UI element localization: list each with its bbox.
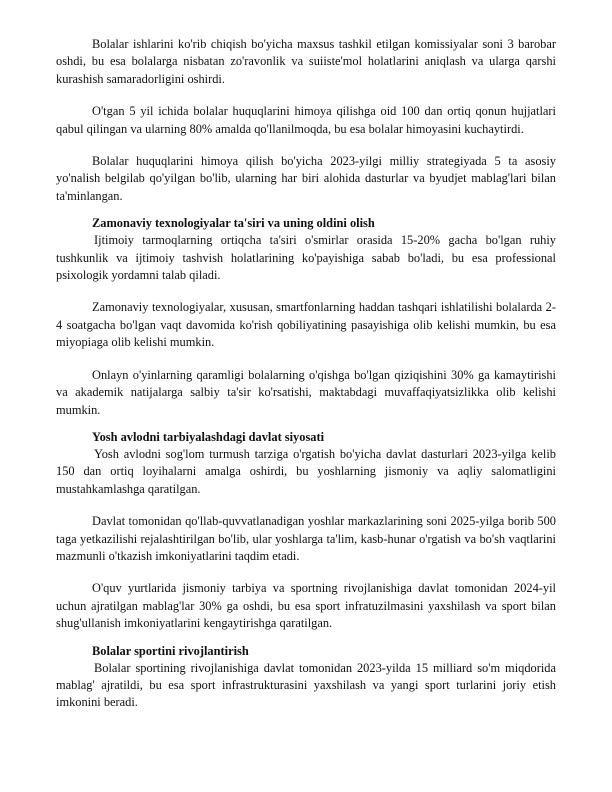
paragraph: Onlayn o'yinlarning qaramligi bolalarning o'qishga bo'lgan qiziqishini 30% ga kamaytirishi va akademik natijalarga salbiy ta'sir ko'rsatishi, maktabdagi muvaffaqiyatsizlikka olib kelishi mumkin.	[56, 367, 556, 417]
paragraph: O'tgan 5 yil ichida bolalar huquqlarini himoya qilishga oid 100 dan ortiq qonun hujjatlari qabul qilingan va ularning 80% amalda qo'llanilmoqda, bu esa bolalar himoyasini kuchaytirdi.	[56, 104, 556, 136]
paragraph: O'quv yurtlarida jismoniy tarbiya va sportning rivojlanishiga davlat tomonidan 2024-yil uchun ajratilgan mablag'lar 30% ga oshdi, bu esa sport infratuzilmasini yaxshilash va sport bilan shug'ullanish imkoniyatlarini kengaytirishga qaratilgan.	[56, 581, 556, 631]
paragraph: Ijtimoiy tarmoqlarning ortiqcha ta'siri o'smirlar orasida 15-20% gacha bo'lgan ruhiy tushkunlik va ijtimoiy tashvish holatlarining ko'payishiga sabab bo'ladi, bu esa professional psixologik yordamni talab qiladi.	[56, 233, 556, 283]
paragraph: Davlat tomonidan qo'llab-quvvatlanadigan yoshlar markazlarining soni 2025-yilga borib 500 taga yetkazilishi rejalashtirilgan bo'lib, ular yoshlarga ta'lim, kasb-hunar o'rgatish va bo'sh vaqtlarini mazmunli o'tkazish imkoniyatlarini taqdim etadi.	[56, 514, 556, 563]
section-heading: Zamonaviy texnologiyalar ta'siri va uning oldini olish	[92, 216, 375, 231]
paragraph: Yosh avlodni sog'lom turmush tarziga o'rgatish bo'yicha davlat dasturlari 2023-yilga kelib 150 dan ortiq loyihalarni amalga oshirdi, bu yoshlarning jismoniy va aqliy salomatligini mustahkamlashga qaratilgan.	[56, 446, 556, 496]
paragraph: Bolalar ishlarini ko'rib chiqish bo'yicha maxsus tashkil etilgan komissiyalar soni 3 barobar oshdi, bu esa bolalarga nisbatan zo'ravonlik va suiiste'mol holatlarini aniqlash va ularga qarshi kurashish samaradorligini oshirdi.	[56, 37, 556, 86]
paragraph: Bolalar sportining rivojlanishiga davlat tomonidan 2023-yilda 15 milliard so'm miqdorida mablag' ajratildi, bu esa sport infrastrukturasini yaxshilash va yangi sport turlarini joriy etish imkonini beradi.	[56, 660, 556, 710]
document-body	[56, 36, 556, 712]
section-heading: Yosh avlodni tarbiyalashdagi davlat siyosati	[92, 429, 325, 444]
section-heading: Bolalar sportini rivojlantirish	[92, 643, 249, 658]
paragraph: Bolalar huquqlarini himoya qilish bo'yicha 2023-yilgi milliy strategiyada 5 ta asosiy yo'nalish belgilab qo'yilgan bo'lib, ularning har biri alohida dasturlar va byudjet mablag'lari bilan ta'minlangan.	[56, 154, 556, 203]
paragraph: Zamonaviy texnologiyalar, xususan, smartfonlarning haddan tashqari ishlatilishi bolalarda 2-4 soatgacha bo'lgan vaqt davomida ko'rish qobiliyatining pasayishiga olib kelishi mumkin, bu esa miyopiaga olib kelishi mumkin.	[56, 300, 556, 350]
